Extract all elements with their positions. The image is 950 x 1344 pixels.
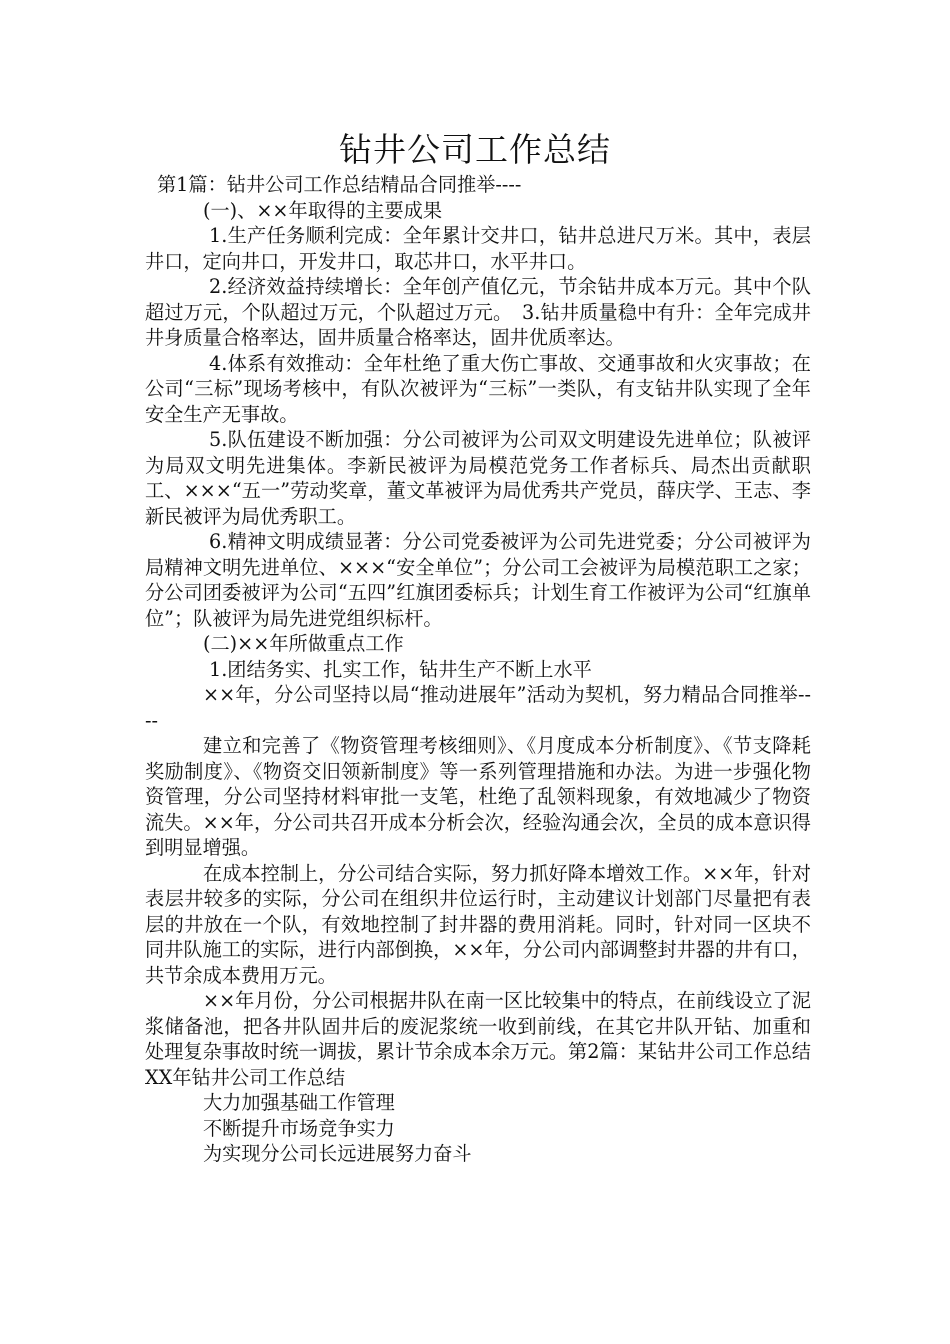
section-heading: (二)××年所做重点工作: [203, 632, 404, 655]
paragraph: 4.体系有效推动：全年杜绝了重大伤亡事故、交通事故和火灾事故；在公司“三标”现场考核中，有队次被评为“三标”一类队，有支钻井队实现了全年安全生产无事故。: [145, 351, 811, 426]
list-item: 为实现分公司长远进展努力奋斗: [203, 1142, 472, 1165]
paragraph: 1.团结务实、扎实工作，钻井生产不断上水平: [209, 657, 592, 681]
paragraph: 2.经济效益持续增长：全年创产值亿元，节余钻井成本万元。其中个队超过万元，个队超过万元，个队超过万元。 3.钻井质量稳中有升：全年完成井井身质量合格率达，固井质量合格率达，固井优质率达。: [145, 275, 811, 349]
paragraph: 6.精神文明成绩显著：分公司党委被评为公司先进党委；分公司被评为局精神文明先进单位、×××“安全单位”；分公司工会被评为局模范职工之家；分公司团委被评为公司“五四”红旗团委标兵；计划生育工作被评为公司“红旗单位”；队被评为局先进党组织标杆。: [145, 530, 811, 630]
list-item: 不断提升市场竞争实力: [203, 1116, 395, 1140]
paragraph: 第1篇：钻井公司工作总结精品合同推举----: [157, 173, 522, 196]
paragraph: ××年，分公司坚持以局“推动进展年”活动为契机，努力精品合同推举----: [145, 683, 811, 732]
document-body: [145, 172, 811, 1167]
paragraph: 1.生产任务顺利完成：全年累计交井口，钻井总进尺万米。其中，表层井口，定向井口，开发井口，取芯井口，水平井口。: [145, 224, 811, 273]
paragraph: 在成本控制上，分公司结合实际，努力抓好降本增效工作。××年，针对表层井较多的实际，分公司在组织井位运行时，主动建议计划部门尽量把有表层的井放在一个队，有效地控制了封井器的费用消耗。同时，针对同一区块不同井队施工的实际，进行内部倒换，××年，分公司内部调整封井器的井有口，共节余成本费用万元。: [145, 861, 811, 987]
list-item: 大力加强基础工作管理: [203, 1091, 395, 1114]
paragraph: ××年月份，分公司根据井队在南一区比较集中的特点，在前线设立了泥浆储备池，把各井队固井后的废泥浆统一收到前线，在其它井队开钻、加重和处理复杂事故时统一调拔，累计节余成本余万元。第2篇：某钻井公司工作总结XX年钻井公司工作总结: [145, 989, 811, 1089]
section-heading: (一)、××年取得的主要成果: [203, 198, 443, 222]
paragraph: 建立和完善了《物资管理考核细则》、《月度成本分析制度》、《节支降耗奖励制度》、《物资交旧领新制度》等一系列管理措施和办法。为进一步强化物资管理，分公司坚持材料审批一支笔，杜绝了乱领料现象，有效地减少了物资流失。××年，分公司共召开成本分析会次，经验沟通会次，全员的成本意识得到明显增强。: [145, 734, 811, 859]
paragraph: 5.队伍建设不断加强：分公司被评为公司双文明建设先进单位；队被评为局双文明先进集体。李新民被评为局模范党务工作者标兵、局杰出贡献职工、×××“五一”劳动奖章，董文革被评为局优秀共产党员，薛庆学、王志、李新民被评为局优秀职工。: [145, 428, 811, 528]
document-title: 钻井公司工作总结: [339, 130, 611, 169]
